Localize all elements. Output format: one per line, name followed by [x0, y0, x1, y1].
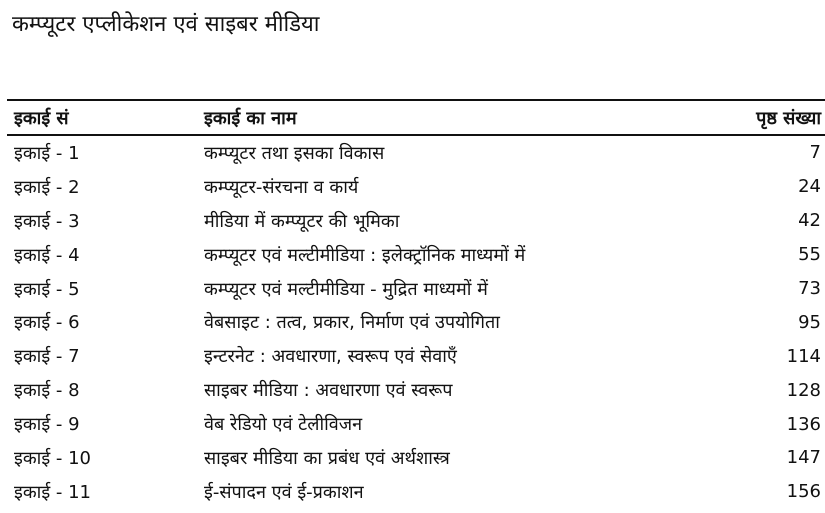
unit-number-cell: इकाई - 9	[14, 414, 80, 436]
unit-name-cell: कम्प्यूटर-संरचना व कार्य	[204, 176, 359, 198]
unit-number-cell: इकाई - 3	[14, 210, 80, 232]
unit-number-cell: इकाई - 1	[14, 142, 80, 164]
unit-number-cell: इकाई - 5	[14, 278, 80, 300]
page-number-cell: 128	[786, 379, 821, 401]
unit-name-cell: कम्प्यूटर एवं मल्टीमीडिया : इलेक्ट्रॉनिक माध्यमों में	[204, 244, 526, 266]
unit-number-cell: इकाई - 2	[14, 176, 80, 198]
table-row	[7, 441, 825, 475]
page-number-cell: 55	[798, 244, 821, 266]
table-row	[7, 407, 825, 441]
page-number-cell: 42	[798, 210, 821, 232]
table-row	[7, 373, 825, 407]
table-of-contents	[7, 99, 825, 509]
header-unit-name: इकाई का नाम	[196, 100, 675, 135]
page-number-cell: 24	[798, 176, 821, 198]
table-header-row	[7, 100, 825, 135]
table-row	[7, 305, 825, 339]
unit-number-cell: इकाई - 10	[14, 447, 92, 469]
unit-name-cell: इन्टरनेट : अवधारणा, स्वरूप एवं सेवाएँ	[204, 346, 457, 368]
unit-name-cell: साइबर मीडिया : अवधारणा एवं स्वरूप	[204, 380, 453, 402]
unit-number-cell: इकाई - 8	[14, 380, 80, 402]
unit-name-cell: ई-संपादन एवं ई-प्रकाशन	[204, 481, 364, 503]
table-row	[7, 170, 825, 204]
page-number-cell: 7	[809, 142, 821, 164]
page-number-cell: 73	[798, 278, 821, 299]
page-number-cell: 95	[798, 311, 821, 333]
page-title: कम्प्यूटर एप्लीकेशन एवं साइबर मीडिया	[12, 12, 320, 37]
unit-number-cell: इकाई - 11	[14, 481, 92, 503]
unit-name-cell: साइबर मीडिया का प्रबंध एवं अर्थशास्त्र	[204, 447, 450, 469]
unit-name-cell: कम्प्यूटर एवं मल्टीमीडिया - मुद्रित माध्यमों में	[204, 278, 488, 300]
unit-name-cell: कम्प्यूटर तथा इसका विकास	[204, 142, 385, 164]
unit-name-cell: वेब रेडियो एवं टेलीविजन	[204, 414, 363, 436]
header-unit-number: इकाई सं	[7, 100, 196, 135]
page-number-cell: 136	[786, 413, 821, 435]
unit-name-cell: मीडिया में कम्प्यूटर की भूमिका	[204, 210, 400, 232]
header-page-number: पृष्ठ संख्या	[675, 100, 825, 135]
page-number-cell: 147	[786, 447, 821, 469]
unit-number-cell: इकाई - 6	[14, 312, 80, 334]
table-row	[7, 135, 825, 170]
table-row	[7, 339, 825, 373]
table-row	[7, 204, 825, 238]
page-number-cell: 156	[786, 481, 821, 503]
unit-name-cell: वेबसाइट : तत्व, प्रकार, निर्माण एवं उपयोगिता	[204, 312, 500, 334]
unit-number-cell: इकाई - 7	[14, 346, 80, 368]
table-row	[7, 238, 825, 272]
unit-number-cell: इकाई - 4	[14, 244, 80, 266]
page-number-cell: 114	[786, 345, 821, 367]
table-row	[7, 272, 825, 306]
table-row	[7, 475, 825, 509]
